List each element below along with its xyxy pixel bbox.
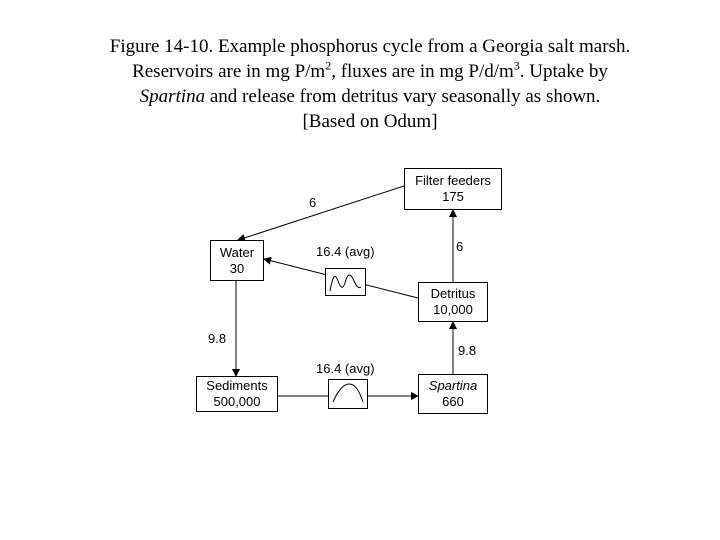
reservoir-sediments (196, 376, 278, 412)
reservoir-filter-feeders (404, 168, 502, 210)
caption-line-2-part-a: Reservoirs are in mg P/m (132, 61, 326, 82)
water-label: Water (219, 244, 255, 260)
flux-sediments-to-spartina: 16.4 (avg) (316, 361, 375, 376)
caption-line-1: Figure 14-10. Example phosphorus cycle from a Georgia salt marsh. (109, 36, 631, 57)
reservoir-spartina (418, 374, 488, 414)
detritus-label: Detritus (430, 286, 476, 301)
flux-detritus-to-water: 16.4 (avg) (316, 244, 375, 259)
reservoir-water (210, 240, 264, 281)
seasonal-inset-detritus-release (325, 268, 366, 296)
filter-feeders-value: 175 (442, 189, 464, 204)
seasonal-curve-detritus (326, 269, 365, 295)
arrow-filter-to-water (238, 186, 404, 240)
spartina-label: Spartina (428, 378, 478, 393)
caption-superscript-area: 2 (325, 58, 332, 73)
spartina-value: 660 (442, 394, 464, 409)
reservoir-detritus (418, 282, 488, 322)
caption-superscript-volume: 3 (513, 58, 520, 73)
seasonal-curve-spartina (329, 380, 367, 408)
caption-line-3-rest: and release from detritus vary seasonally as shown. (205, 86, 601, 107)
flux-filter-to-water: 6 (309, 195, 317, 210)
sediments-value: 500,000 (213, 394, 261, 409)
flux-spartina-to-detritus: 9.8 (458, 343, 477, 358)
water-value: 30 (229, 260, 245, 276)
flux-detritus-to-filter: 6 (456, 239, 464, 254)
sediments-label: Sediments (206, 378, 268, 393)
flux-water-to-sediments: 9.8 (208, 331, 227, 346)
caption-line-4: [Based on Odum] (302, 111, 438, 132)
seasonal-inset-spartina-uptake (328, 379, 368, 409)
detritus-value: 10,000 (433, 302, 473, 317)
caption-spartina-italic: Spartina (139, 86, 206, 107)
filter-feeders-label: Filter feeders (415, 173, 491, 188)
caption-line-2-part-c: . Uptake by (519, 61, 608, 82)
caption-line-2-part-b: , fluxes are in mg P/d/m (331, 61, 514, 82)
